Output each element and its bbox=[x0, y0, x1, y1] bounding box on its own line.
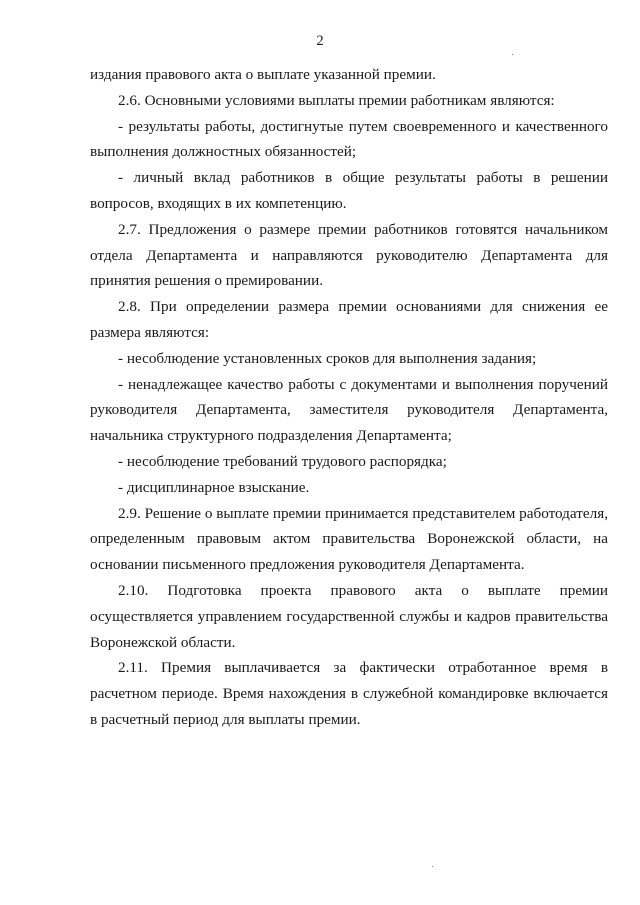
paragraph-2-7: 2.7. Предложения о размере премии работников готовятся начальником отдела Департамента и направляются руководителю Департамента для принятия решения о премировании. bbox=[90, 220, 608, 290]
page-number: 2 bbox=[316, 33, 324, 49]
scan-speck bbox=[432, 866, 433, 867]
scan-speck bbox=[512, 54, 513, 55]
paragraph-2-11: 2.11. Премия выплачивается за фактически отработанное время в расчетном периоде. Время нахождения в служебной командировке включается в расчетный период для выплаты премии. bbox=[90, 659, 608, 728]
paragraph-2-9: 2.9. Решение о выплате премии принимается представителем работодателя, определенным правовым актом правительства Воронежской области, на основании письменного предложения руководителя Департамента. bbox=[90, 504, 608, 574]
paragraph-work-results: - результаты работы, достигнутые путем своевременного и качественного выполнения должностных обязанностей; bbox=[90, 117, 608, 161]
paragraph-quality: - ненадлежащее качество работы с документами и выполнения поручений руководителя Департамента, заместителя руководителя Департамента, начальника структурного подразделения Департамента; bbox=[90, 375, 608, 445]
document-body bbox=[90, 62, 608, 733]
paragraph-2-6: 2.6. Основными условиями выплаты премии работникам являются: bbox=[118, 91, 555, 109]
paragraph-deadlines: - несоблюдение установленных сроков для выполнения задания; bbox=[118, 349, 537, 367]
paragraph-2-8: 2.8. При определении размера премии основаниями для снижения ее размера являются: bbox=[90, 298, 608, 341]
paragraph-discipline: - дисциплинарное взыскание. bbox=[118, 478, 310, 496]
paragraph-personal-contribution: - личный вклад работников в общие результаты работы в решении вопросов, входящих в их компетенцию. bbox=[90, 169, 608, 212]
paragraph-continuation: издания правового акта о выплате указанной премии. bbox=[90, 66, 436, 83]
paragraph-schedule: - несоблюдение требований трудового распорядка; bbox=[118, 452, 447, 470]
paragraph-2-10: 2.10. Подготовка проекта правового акта о выплате премии осуществляется управлением государственной службы и кадров правительства Воронежской области. bbox=[90, 581, 608, 651]
